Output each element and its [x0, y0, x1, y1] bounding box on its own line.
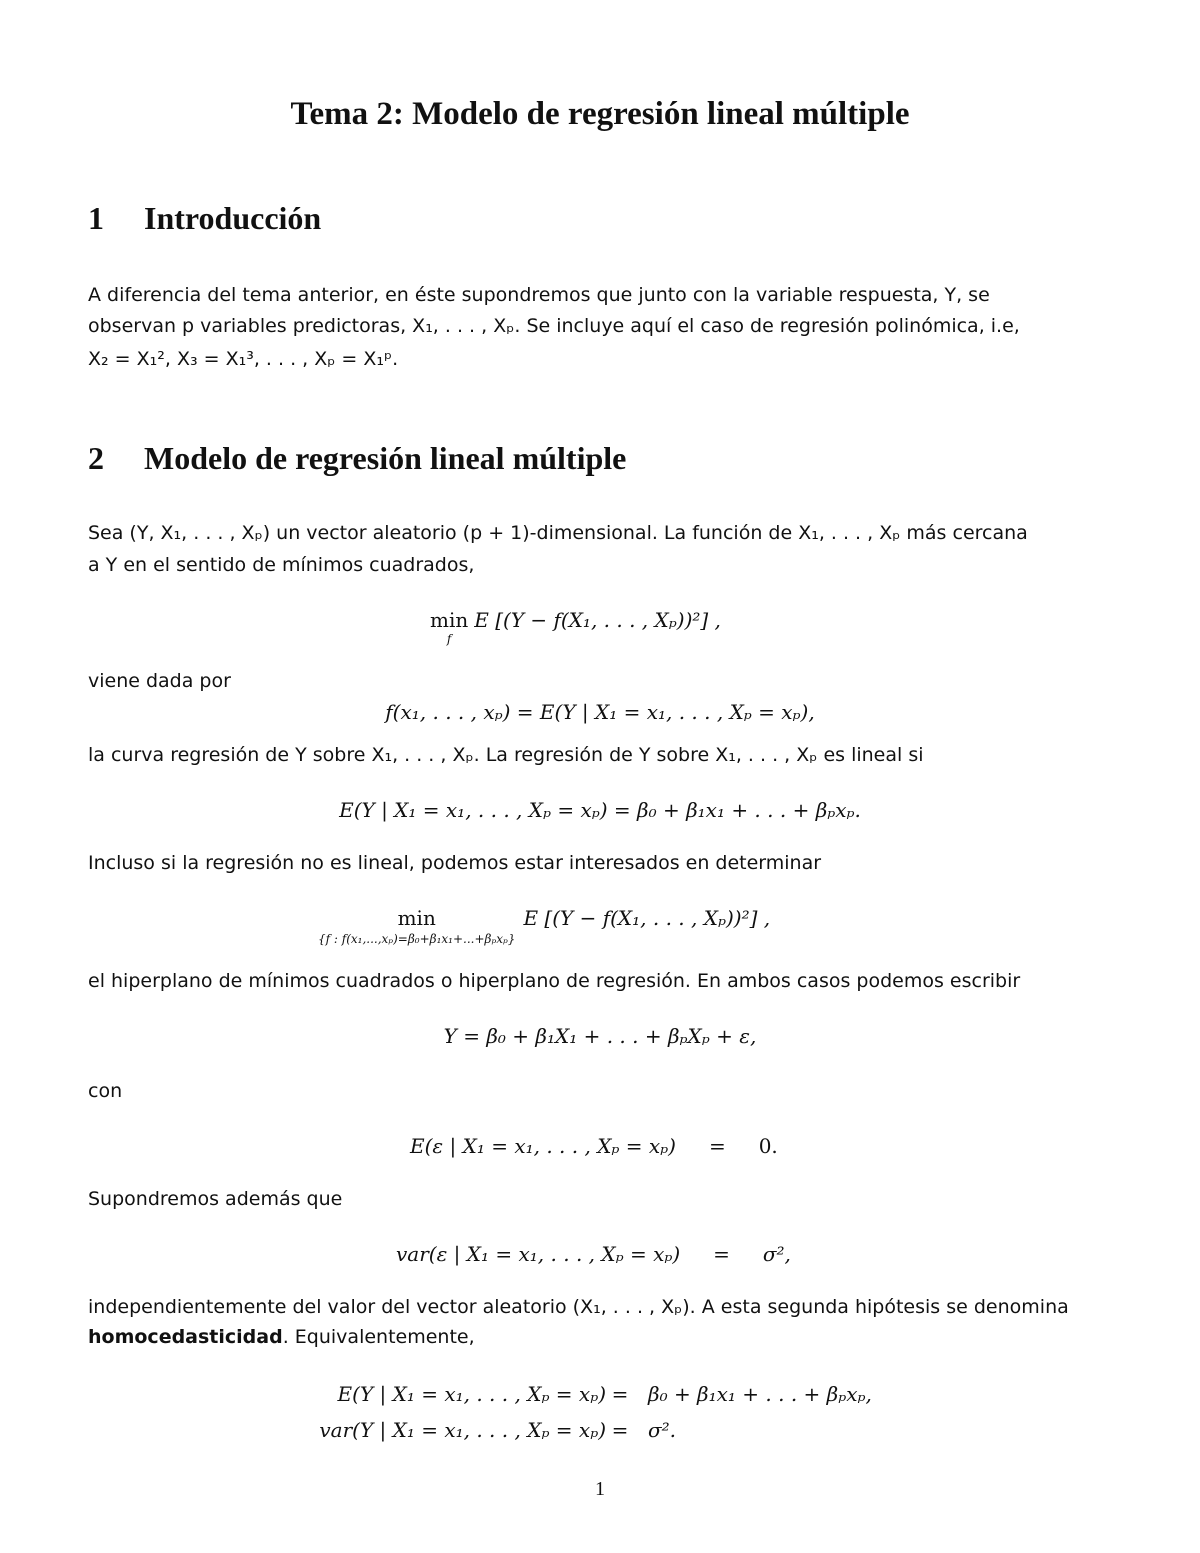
text-supondremos: Supondremos además que: [88, 1188, 343, 1210]
eq6-equals: =: [708, 1134, 726, 1158]
min-operator: min: [430, 608, 469, 632]
intro-line-1: A diferencia del tema anterior, en éste supondremos que junto con la variable respuesta, Y, se: [88, 284, 990, 306]
min-subscript: f: [446, 632, 452, 646]
text-hiperplano: el hiperplano de mínimos cuadrados o hiperplano de regresión. En ambos casos podemos escribir: [88, 970, 1021, 992]
equation-4-body: E [(Y − f(X₁, . . . , Xₚ))²] ,: [523, 906, 771, 930]
equation-1-body: E [(Y − f(X₁, . . . , Xₚ))²] ,: [474, 608, 721, 632]
section-1-heading: [88, 200, 321, 237]
eq8-equals: =: [611, 1382, 629, 1406]
eq9-right: σ².: [648, 1418, 677, 1442]
min-subscript-2: {f : f(x₁,...,xₚ)=β₀+β₁x₁+...+βₚxₚ}: [318, 932, 516, 946]
eq7-left: var(ε | X₁ = x₁, . . . , Xₚ = xₚ): [396, 1242, 681, 1266]
text-con: con: [88, 1080, 123, 1102]
equation-variance-error: [396, 1242, 791, 1266]
text-homocedasticidad-line: [88, 1326, 475, 1348]
eq6-right: 0.: [758, 1134, 778, 1158]
sec2-line-1: Sea (Y, X₁, . . . , Xₚ) un vector aleatorio (p + 1)-dimensional. La función de X₁, . . . , Xₚ más cercana: [88, 522, 1028, 544]
intro-line-2: observan p variables predictoras, X₁, . . . , Xₚ. Se incluye aquí el caso de regresión polinómica, i.e,: [88, 315, 1020, 337]
text-viene-dada: viene dada por: [88, 670, 231, 692]
eq7-equals: =: [713, 1242, 730, 1266]
section-2-title: Modelo de regresión lineal múltiple: [144, 440, 627, 476]
eq9-left: var(Y | X₁ = x₁, . . . , Xₚ = xₚ): [319, 1418, 606, 1442]
section-1-title: Introducción: [144, 200, 322, 236]
section-2-heading: [88, 440, 626, 477]
eq6-left: E(ε | X₁ = x₁, . . . , Xₚ = xₚ): [410, 1134, 676, 1158]
equation-regression-function: f(x₁, . . . , xₚ) = E(Y | X₁ = x₁, . . . , Xₚ = xₚ),: [385, 700, 815, 724]
equation-linear-regression: E(Y | X₁ = x₁, . . . , Xₚ = xₚ) = β₀ + β₁x₁ + . . . + βₚxₚ.: [339, 798, 861, 822]
equation-min-hyperplane: [318, 906, 770, 954]
equation-model: Y = β₀ + β₁X₁ + . . . + βₚXₚ + ε,: [443, 1024, 757, 1048]
intro-line-3: X₂ = X₁², X₃ = X₁³, . . . , Xₚ = X₁ᵖ.: [88, 348, 399, 370]
page-number: 1: [595, 1478, 605, 1500]
eq8-right: β₀ + β₁x₁ + . . . + βₚxₚ,: [648, 1382, 872, 1406]
min-operator-2: min: [397, 906, 436, 930]
text-equivalentemente: . Equivalentemente,: [282, 1326, 475, 1348]
term-homocedasticidad: homocedasticidad: [88, 1326, 283, 1348]
text-incluso: Incluso si la regresión no es lineal, podemos estar interesados en determinar: [88, 852, 822, 874]
document-title: Tema 2: Modelo de regresión lineal múltiple: [290, 96, 910, 132]
text-independientemente: independientemente del valor del vector aleatorio (X₁, . . . , Xₚ). A esta segunda hipótesis se denomina: [88, 1296, 1069, 1318]
section-2-number: 2: [88, 440, 104, 476]
eq8-left: E(Y | X₁ = x₁, . . . , Xₚ = xₚ): [337, 1382, 606, 1406]
equation-min-f: [430, 608, 721, 656]
sec2-line-2: a Y en el sentido de mínimos cuadrados,: [88, 554, 475, 576]
equation-mean-error: [410, 1134, 778, 1158]
eq9-equals: =: [611, 1418, 629, 1442]
eq7-right: σ²,: [762, 1242, 791, 1266]
section-1-number: 1: [88, 200, 104, 236]
text-curva-regresion: la curva regresión de Y sobre X₁, . . . , Xₚ. La regresión de Y sobre X₁, . . . , Xₚ es lineal si: [88, 744, 924, 766]
